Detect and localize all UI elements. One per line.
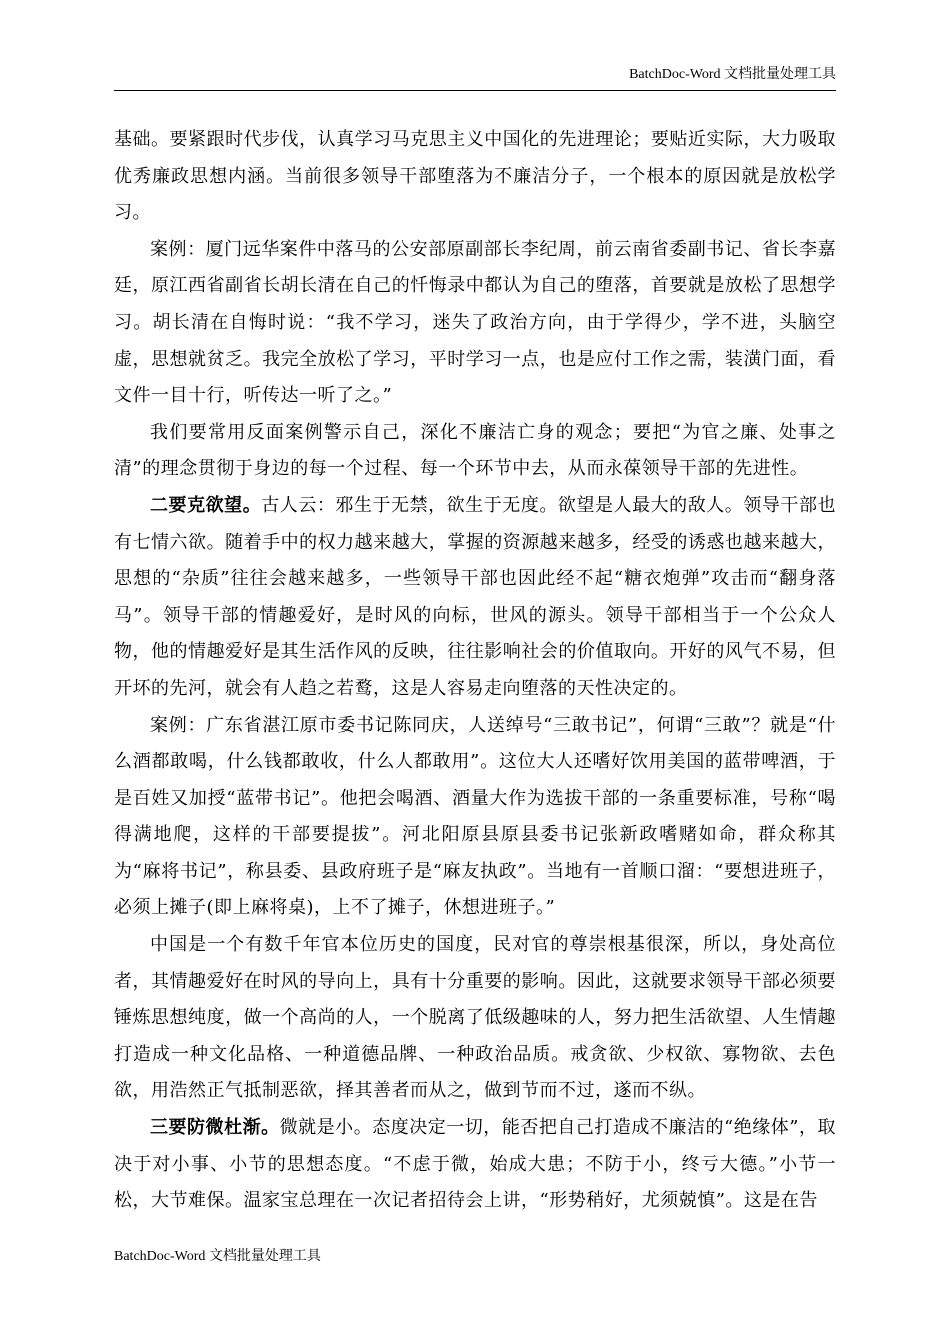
document-body [114, 122, 836, 1220]
section-heading-2: 二要克欲望。 [150, 494, 262, 516]
page-header: BatchDoc-Word 文档批量处理工具 [629, 67, 836, 82]
paragraph-4-text: 古人云：邪生于无禁，欲生于无度。欲望是人最大的敌人。领导干部也有七情六欲。随着手中的权力越来越大，掌握的资源越来越多，经受的诱惑也越来越大，思想的“杂质”往往会越来越多，一些领导干部也因此经不起“糖衣炮弹”攻击而“翻身落马”。领导干部的情趣爱好，是时风的向标，世风的源头。领导干部相当于一个公众人物，他的情趣爱好是其生活作风的反映，往往影响社会的价值取向。开好的风气不易，但开坏的先河，就会有人趋之若鹜，这是人容易走向堕落的天性决定的。 [114, 494, 836, 699]
page-footer: BatchDoc-Word 文档批量处理工具 [114, 1249, 321, 1264]
paragraph-7 [114, 1110, 836, 1220]
paragraph-5: 案例：广东省湛江原市委书记陈同庆，人送绰号“三敢书记”，何谓“三敢”？就是“什么酒都敢喝，什么钱都敢收，什么人都敢用”。这位大人还嗜好饮用美国的蓝带啤酒，于是百姓又加授“蓝带书记”。他把会喝酒、酒量大作为选拔干部的一条重要标准，号称“喝得满地爬，这样的干部要提拔”。河北阳原县原县委书记张新政嗜赌如命，群众称其为“麻将书记”，称县委、县政府班子是“麻友执政”。当地有一首顺口溜：“要想进班子，必须上摊子(即上麻将桌)，上不了摊子，休想进班子。” [114, 714, 836, 919]
paragraph-3: 我们要常用反面案例警示自己，深化不廉洁亡身的观念；要把“为官之廉、处事之清”的理念贯彻于身边的每一个过程、每一个环节中去，从而永葆领导干部的先进性。 [114, 421, 836, 480]
section-heading-3: 三要防微杜渐。 [150, 1117, 280, 1139]
paragraph-2: 案例：厦门远华案件中落马的公安部原副部长李纪周，前云南省委副书记、省长李嘉廷，原江西省副省长胡长清在自己的忏悔录中都认为自己的堕落，首要就是放松了思想学习。胡长清在自悔时说：“我不学习，迷失了政治方向，由于学得少，学不进，头脑空虚，思想就贫乏。我完全放松了学习，平时学习一点，也是应付工作之需，装潢门面，看文件一目十行，听传达一听了之。” [114, 238, 836, 407]
paragraph-6: 中国是一个有数千年官本位历史的国度，民对官的尊崇根基很深，所以，身处高位者，其情趣爱好在时风的导向上，具有十分重要的影响。因此，这就要求领导干部必须要锤炼思想纯度，做一个高尚的人，一个脱离了低级趣味的人，努力把生活欲望、人生情趣打造成一种文化品格、一种道德品牌、一种政治品质。戒贪欲、少权欲、寡物欲、去色欲，用浩然正气抵制恶欲，择其善者而从之，做到节而不过，遂而不纵。 [114, 934, 836, 1102]
paragraph-7-text: 微就是小。态度决定一切，能否把自己打造成不廉洁的“绝缘体”，取决于对小事、小节的思想态度。“不虑于微，始成大患；不防于小，终亏大德。”小节一松，大节难保。温家宝总理在一次记者招待会上讲，“形势稍好，尤须兢慎”。这是在告 [114, 1117, 837, 1212]
paragraph-4 [114, 488, 836, 708]
header-divider [114, 90, 836, 91]
paragraph-1: 基础。要紧跟时代步伐，认真学习马克思主义中国化的先进理论；要贴近实际，大力吸取优秀廉政思想内涵。当前很多领导干部堕落为不廉洁分子，一个根本的原因就是放松学习。 [114, 129, 836, 224]
